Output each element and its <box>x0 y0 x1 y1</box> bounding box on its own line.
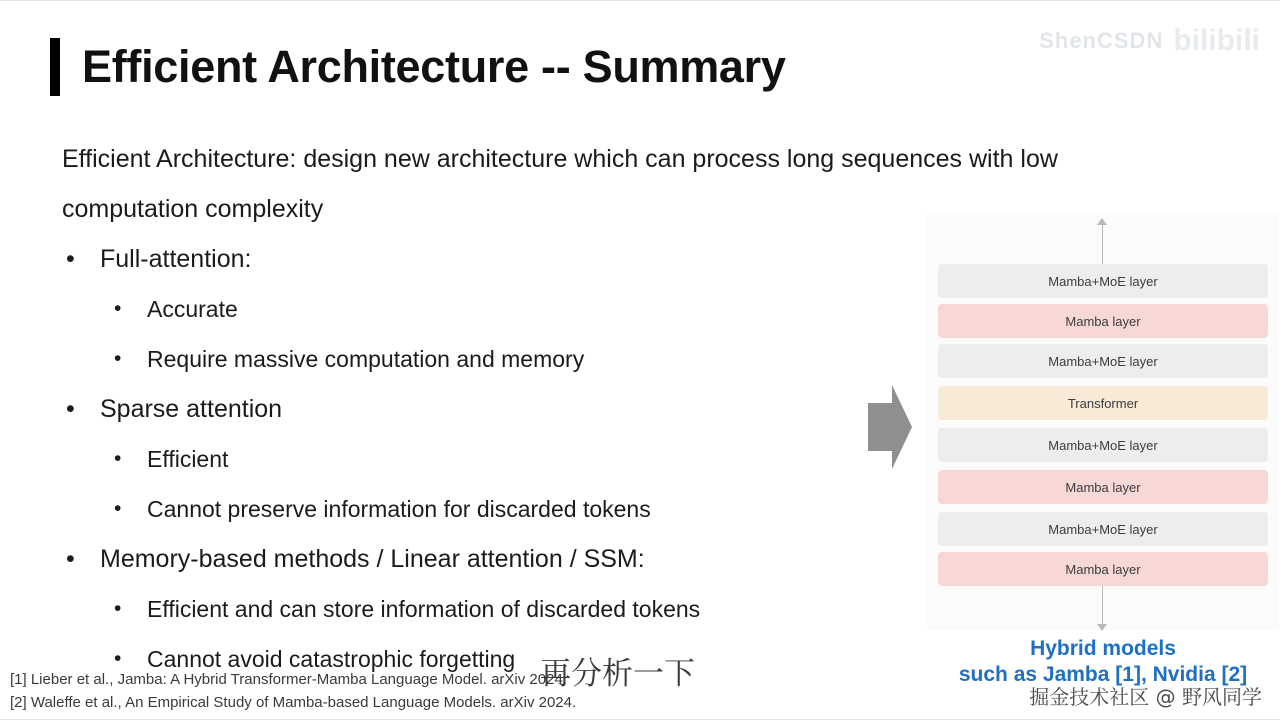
bullet-dot-icon: • <box>114 497 122 520</box>
bullet-item <box>62 334 942 384</box>
diagram-layer: Mamba layer <box>938 470 1268 504</box>
diagram-layer: Mamba+MoE layer <box>938 264 1268 298</box>
bullet-label: Memory-based methods / Linear attention / SSM: <box>100 545 645 573</box>
bullet-label: Full-attention: <box>100 245 252 273</box>
bullet-dot-icon: • <box>114 347 122 370</box>
diagram-layer: Mamba layer <box>938 304 1268 338</box>
bullet-item <box>62 284 942 334</box>
bullet-label: Cannot preserve information for discarded tokens <box>147 496 651 522</box>
bullet-dot-icon: • <box>66 545 75 573</box>
diagram-caption-line1: Hybrid models <box>1030 637 1176 660</box>
bullet-label: Efficient <box>147 446 229 472</box>
watermark-top-right <box>1039 24 1260 58</box>
right-arrow-icon <box>868 385 912 469</box>
bullet-dot-icon: • <box>114 647 122 670</box>
bullet-list <box>62 234 942 684</box>
watermark-bilibili-logo: bilibili <box>1173 24 1260 57</box>
diagram-layer: Mamba+MoE layer <box>938 512 1268 546</box>
watermark-site-label: ShenCSDN <box>1039 28 1164 53</box>
bullet-label: Cannot avoid catastrophic forgetting <box>147 646 516 672</box>
diagram-caption-line2: such as Jamba [1], Nvidia [2] <box>958 663 1248 686</box>
diagram-layer: Mamba+MoE layer <box>938 428 1268 462</box>
arrow-down-icon <box>1097 624 1107 631</box>
bullet-item <box>62 534 942 584</box>
watermark-center-text: 再分析一下 <box>540 656 695 692</box>
top-divider <box>0 0 1280 1</box>
bullet-item <box>62 234 942 284</box>
bullet-dot-icon: • <box>66 245 75 273</box>
title-text: Efficient Architecture -- Summary <box>82 41 786 92</box>
hybrid-model-diagram <box>927 212 1279 630</box>
bullet-label: Efficient and can store information of discarded tokens <box>147 596 701 622</box>
bullet-label: Require massive computation and memory <box>147 346 585 372</box>
bullet-item <box>62 384 942 434</box>
bullet-item <box>62 584 942 634</box>
page-title <box>50 38 786 96</box>
bullet-label: Sparse attention <box>100 395 283 423</box>
bullet-label: Accurate <box>147 296 238 322</box>
title-accent-bar <box>50 38 60 96</box>
diagram-connector-top <box>1102 220 1103 264</box>
bullet-dot-icon: • <box>114 447 122 470</box>
diagram-layer: Transformer <box>938 386 1268 420</box>
bullet-item <box>62 434 942 484</box>
bullet-dot-icon: • <box>114 597 122 620</box>
reference-item: [1] Lieber et al., Jamba: A Hybrid Transformer-Mamba Language Model. arXiv 2024. <box>10 671 567 688</box>
reference-item: [2] Waleffe et al., An Empirical Study of Mamba-based Language Models. arXiv 2024. <box>10 694 577 711</box>
diagram-layer: Mamba layer <box>938 552 1268 586</box>
bullet-dot-icon: • <box>114 297 122 320</box>
diagram-layer: Mamba+MoE layer <box>938 344 1268 378</box>
watermark-bottom-right: 掘金技术社区 @ 野风同学 <box>1029 685 1262 709</box>
bullet-dot-icon: • <box>66 395 75 423</box>
lead-paragraph: Efficient Architecture: design new architecture which can process long sequences with low computation complexity <box>62 145 1058 223</box>
references <box>10 668 576 714</box>
bullet-item <box>62 484 942 534</box>
